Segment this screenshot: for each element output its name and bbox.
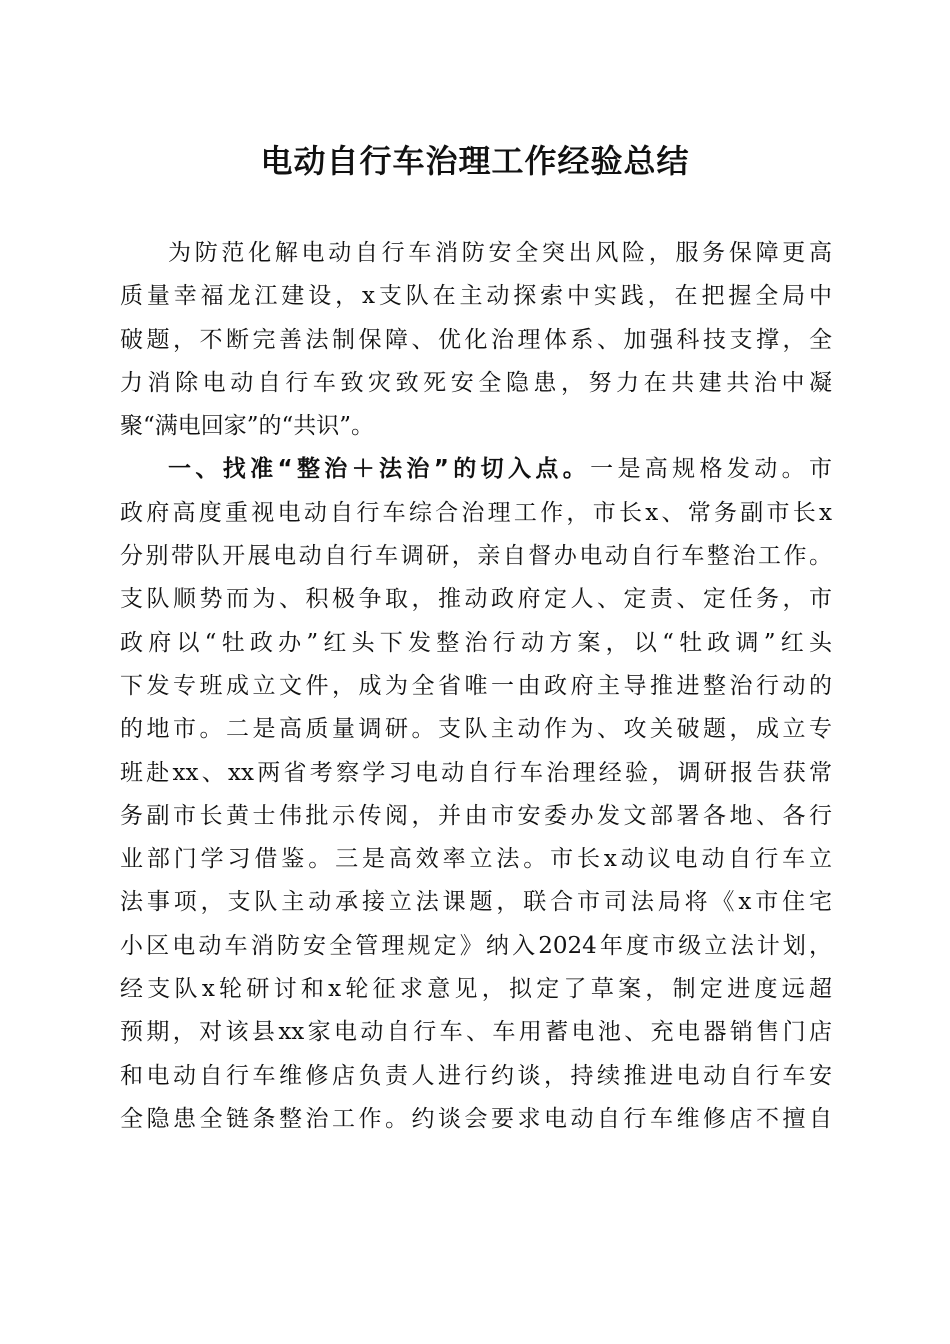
- body-line: 为防范化解电动自行车消防安全突出风险，服务保障更高: [168, 240, 832, 266]
- body-line: 下发专班成立文件，成为全省唯一由政府主导推进整治行动的: [120, 672, 832, 699]
- body-line: 支队顺势而为、积极争取，推动政府定人、定责、定任务，市: [120, 586, 832, 613]
- body-line: 小区电动车消防安全管理规定》纳入2024年度市级立法计划，: [120, 932, 832, 959]
- body-line: 分别带队开展电动自行车调研，亲自督办电动自行车整治工作。: [120, 543, 832, 570]
- body-line: 班赴xx、xx两省考察学习电动自行车治理经验，调研报告获常: [120, 759, 832, 786]
- body-line: 政府高度重视电动自行车综合治理工作，市长x、常务副市长x: [120, 499, 832, 526]
- body-line: 务副市长黄士伟批示传阅，并由市安委办发文部署各地、各行: [120, 802, 832, 829]
- body-line: 的地市。二是高质量调研。支队主动作为、攻关破题，成立专: [120, 716, 832, 743]
- section-heading-continuation: 一是高规格发动。市: [590, 456, 832, 483]
- body-line: 全隐患全链条整治工作。约谈会要求电动自行车维修店不擅自: [120, 1105, 832, 1132]
- body-line: [120, 448, 832, 491]
- body-line: 预期，对该县xx家电动自行车、车用蓄电池、充电器销售门店: [120, 1019, 832, 1046]
- body-line: 业部门学习借鉴。三是高效率立法。市长x动议电动自行车立: [120, 846, 832, 873]
- document-body: [120, 232, 832, 1141]
- body-line: 力消除电动自行车致灾致死安全隐患，努力在共建共治中凝: [120, 369, 832, 396]
- body-line: 经支队x轮研讨和x轮征求意见，拟定了草案，制定进度远超: [120, 976, 832, 1003]
- body-line: 和电动自行车维修店负责人进行约谈，持续推进电动自行车安: [120, 1062, 832, 1089]
- body-line: 破题，不断完善法制保障、优化治理体系、加强科技支撑，全: [120, 326, 832, 353]
- body-line: 聚“满电回家”的“共识”。: [120, 413, 375, 440]
- body-line: 质量幸福龙江建设，x支队在主动探索中实践，在把握全局中: [120, 283, 832, 310]
- section-heading: 一、找准“整治＋法治”的切入点。: [168, 456, 591, 483]
- document-title: 电动自行车治理工作经验总结: [260, 142, 690, 180]
- body-line: 法事项，支队主动承接立法课题，联合市司法局将《x市住宅: [120, 889, 832, 916]
- body-line: 政府以“牡政办”红头下发整治行动方案，以“牡政调”红头: [120, 629, 832, 656]
